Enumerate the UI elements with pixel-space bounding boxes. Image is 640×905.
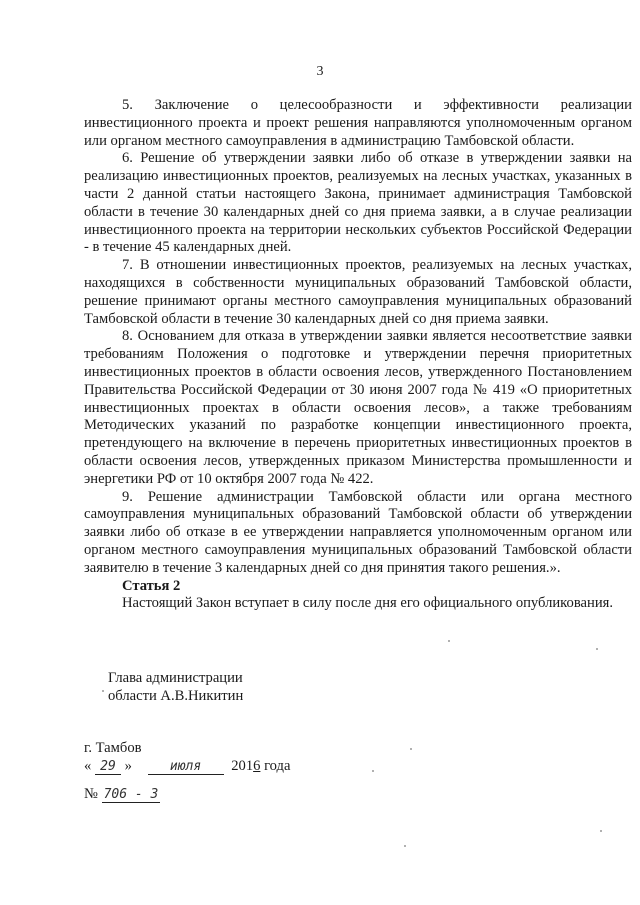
scan-speck (410, 748, 412, 750)
date-month: июля (148, 759, 224, 775)
scan-speck (448, 640, 450, 642)
date-year-digit: 6 (253, 758, 261, 774)
page-number: 3 (316, 64, 324, 79)
signature-name: области А.В.Никитин (108, 687, 244, 704)
paragraph-8: 8. Основанием для отказа в утверждении заявки является несоответствие заявки требованиям Положения о подготовке и утверждении перечня приоритетных инвестиционных проектов в области освоения лесов, утвержденного Постановлением Правительства Российской Федерации от 30 июня 2007 года № 419 «О приоритетных инвестиционных проектах в области освоения лесов», а также требованиям Методических указаний по разработке концепции инвестиционного проекта, претендующего на включение в перечень приоритетных инвестиционных проектов в области освоения лесов, утвержденных приказом Министерства промышленности и энергетики РФ от 10 октября 2007 года № 422. (84, 328, 632, 487)
scan-speck (404, 845, 406, 847)
document-number (84, 786, 160, 803)
paragraph-6: 6. Решение об утверждении заявки либо об отказе в утверждении заявки на реализацию инвестиционных проектов, реализуемых на лесных участках, указанных в части 2 данной статьи настоящего Закона, принимает администрация Тамбовской области в течение 30 календарных дней со дня приема заявки, а в случае реализации инвестиционного проекта на территории нескольких субъектов Российской Федерации - в течение 45 календарных дней. (84, 150, 632, 256)
date-suffix: года (264, 758, 291, 774)
article-2-text: Настоящий Закон вступает в силу после дня его официального опубликования. (122, 595, 613, 612)
number-sign: № (84, 786, 98, 802)
scan-speck (596, 648, 598, 650)
date-line (84, 758, 290, 776)
paragraph-9: 9. Решение администрации Тамбовской области или органа местного самоуправления муниципальных образований Тамбовской области об утверждении заявки либо об отказе в ее утверждении направляется уполномоченным органом или органом местного самоуправления муниципальных образований Тамбовской области заявителю в течение 3 календарных дней со дня принятия такого решения.». (84, 488, 632, 576)
date-close-quote: » (124, 758, 132, 774)
date-year-prefix: 201 (231, 758, 254, 774)
scan-speck (102, 690, 104, 692)
scan-speck (600, 830, 602, 832)
number-value: 706 - 3 (103, 787, 159, 802)
date-open-quote: « (84, 758, 92, 774)
scan-speck (372, 770, 374, 772)
signature-title: Глава администрации (108, 670, 243, 686)
law-body (84, 97, 632, 613)
paragraph-7: 7. В отношении инвестиционных проектов, реализуемых на лесных участках, находящихся в собственности муниципальных образований Тамбовской области, решение принимают органы местного самоуправления муниципальных образований Тамбовской области в течение 30 календарных дней со дня приема заявки. (84, 257, 632, 327)
article-2-heading: Статья 2 (122, 577, 181, 594)
date-day: 29 (95, 759, 121, 775)
city-line: г. Тамбов (84, 740, 142, 756)
signature-block (108, 670, 243, 706)
paragraph-5: 5. Заключение о целесообразности и эффективности реализации инвестиционного проекта и проект решения направляются уполномоченным органом или органом местного самоуправления в администрацию Тамбовской области. (84, 97, 632, 149)
